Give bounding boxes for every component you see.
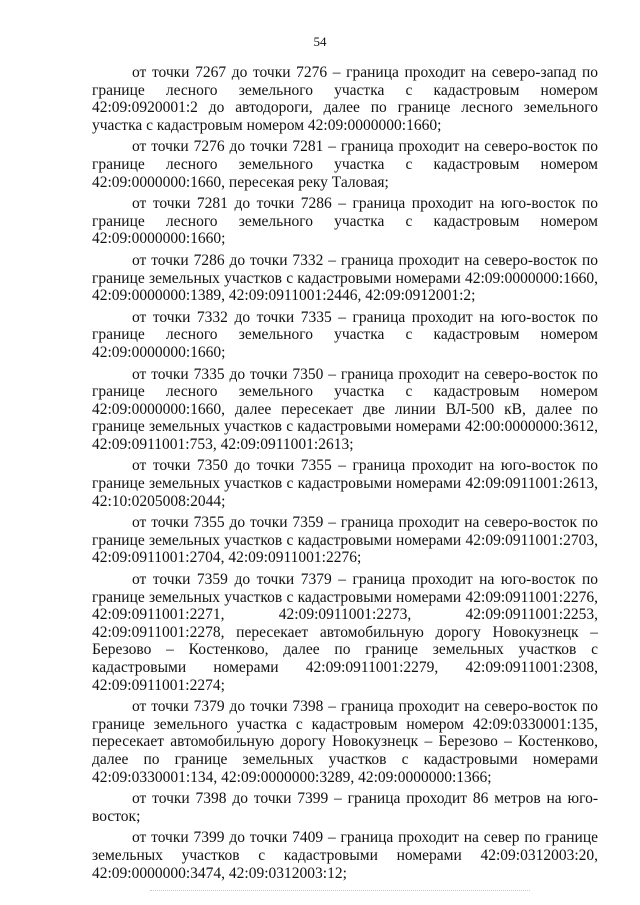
boundary-paragraph: от точки 7359 до точки 7379 – граница проходит на юго-восток по границе земельных участков с кадастровыми номерами 42:09:0911001:2276, 42:09:0911001:2271, 42:09:0911001:2273, 42:09:0911001:2253, 42:09:0911001:2278, пересекает автомобильную дорогу Новокузнецк – Березово – Костенково, далее по границе земельных участков с кадастровыми номерами 42:09:0911001:2279, 42:09:0911001:2308, 42:09:0911001:2274; [92, 571, 598, 694]
page-number: 54 [313, 34, 327, 49]
boundary-paragraph: от точки 7335 до точки 7350 – граница проходит на северо-восток по границе лесного земельного участка с кадастровым номером 42:09:0000000:1660, далее пересекает две линии ВЛ-500 кВ, далее по границе земельных участков с кадастровыми номерами 42:00:0000000:3612, 42:09:0911001:753, 42:09:0911001:2613; [92, 365, 598, 453]
scan-artifact-line [150, 890, 530, 892]
boundary-paragraph: от точки 7286 до точки 7332 – граница проходит на северо-восток по границе земельных участков с кадастровыми номерами 42:09:0000000:1660, 42:09:0000000:1389, 42:09:0911001:2446, 42:09:0912001:2; [92, 251, 598, 305]
boundary-paragraph: от точки 7398 до точки 7399 – граница проходит 86 метров на юго-восток; [92, 790, 598, 825]
boundary-paragraph: от точки 7350 до точки 7355 – граница проходит на юго-восток по границе земельных участков с кадастровыми номерами 42:09:0911001:2613, 42:10:0205008:2044; [92, 457, 598, 510]
document-body [92, 64, 598, 882]
boundary-paragraph: от точки 7267 до точки 7276 – граница проходит на северо-запад по границе лесного земельного участка с кадастровым номером 42:09:0920001:2 до автодороги, далее по границе лесного земельного участка с кадастровым номером 42:09:0000000:1660; [92, 64, 598, 134]
boundary-paragraph: от точки 7332 до точки 7335 – граница проходит на юго-восток по границе лесного земельного участка с кадастровым номером 42:09:0000000:1660; [92, 308, 598, 361]
boundary-paragraph: от точки 7355 до точки 7359 – граница проходит на северо-восток по границе земельных участков с кадастровыми номерами 42:09:0911001:2703, 42:09:0911001:2704, 42:09:0911001:2276; [92, 514, 598, 567]
boundary-paragraph: от точки 7399 до точки 7409 – граница проходит на север по границе земельных участков с кадастровыми номерами 42:09:0312003:20, 42:09:0000000:3474, 42:09:0312003:12; [92, 829, 598, 882]
boundary-paragraph: от точки 7276 до точки 7281 – граница проходит на северо-восток по границе лесного земельного участка с кадастровым номером 42:09:0000000:1660, пересекая реку Таловая; [92, 138, 598, 191]
boundary-paragraph: от точки 7281 до точки 7286 – граница проходит на юго-восток по границе лесного земельного участка с кадастровым номером 42:09:0000000:1660; [92, 195, 598, 248]
boundary-paragraph: от точки 7379 до точки 7398 – граница проходит на северо-восток по границе земельного участка с кадастровым номером 42:09:0330001:135, пересекает автомобильную дорогу Новокузнецк – Березово – Костенково, далее по границе земельных участков с кадастровыми номерами 42:09:0330001:134, 42:09:0000000:3289, 42:09:0000000:1366; [92, 698, 598, 786]
